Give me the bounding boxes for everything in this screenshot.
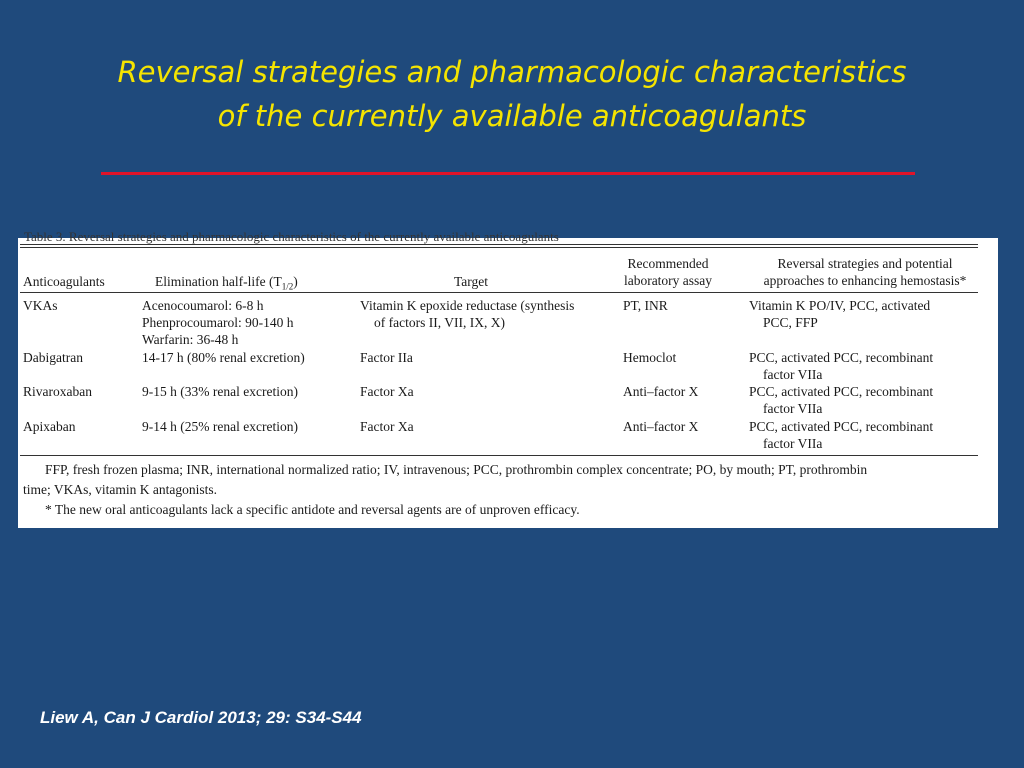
table-caption-clipped: Table 3. Reversal strategies and pharmacologic characteristics of the currently available anticoagulants — [24, 229, 559, 244]
row-rivaroxaban-target: Factor Xa — [360, 384, 414, 399]
footnote-abbreviations-cont: time; VKAs, vitamin K antagonists. — [23, 482, 217, 497]
header-target: Target — [454, 274, 489, 289]
row-apixaban-drug: Apixaban — [23, 419, 76, 434]
title-underline — [101, 172, 915, 175]
table-image-panel — [18, 229, 998, 528]
row-dabigatran-assay: Hemoclot — [623, 350, 677, 365]
row-rivaroxaban-reversal: PCC, activated PCC, recombinant factor VIIa — [749, 384, 934, 416]
row-vkas-drug: VKAs — [23, 298, 58, 313]
row-apixaban-half-life: 9-14 h (25% renal excretion) — [142, 419, 298, 434]
row-rivaroxaban-drug: Rivaroxaban — [23, 384, 92, 399]
row-vkas-reversal: Vitamin K PO/IV, PCC, activated PCC, FFP — [749, 298, 931, 330]
footnote-abbreviations: FFP, fresh frozen plasma; INR, international normalized ratio; IV, intravenous; PCC, prothrombin complex concentrate; PO, by mouth; PT, prothrombin — [45, 462, 868, 477]
header-half-life-subscript: 1/2 — [281, 281, 294, 292]
row-vkas-half-life: Acenocoumarol: 6-8 h Phenprocoumarol: 90-140 h Warfarin: 36-48 h — [142, 298, 294, 347]
header-rule — [20, 292, 978, 293]
row-dabigatran-reversal: PCC, activated PCC, recombinant factor VIIa — [749, 350, 934, 382]
slide-title-line-1: Reversal strategies and pharmacologic characteristics — [117, 55, 907, 89]
row-dabigatran-half-life: 14-17 h (80% renal excretion) — [142, 350, 305, 365]
table-top-rule — [20, 244, 978, 248]
header-reversal: Reversal strategies and potential approaches to enhancing hemostasis* — [763, 256, 967, 288]
slide-title — [40, 50, 984, 138]
row-apixaban-assay: Anti–factor X — [623, 419, 699, 434]
row-rivaroxaban-half-life: 9-15 h (33% renal excretion) — [142, 384, 298, 399]
row-dabigatran-drug: Dabigatran — [23, 350, 83, 365]
row-apixaban-reversal: PCC, activated PCC, recombinant factor VIIa — [749, 419, 934, 451]
header-assay: Recommended laboratory assay — [623, 256, 713, 288]
source-citation: Liew A, Can J Cardiol 2013; 29: S34-S44 — [40, 708, 362, 727]
row-vkas-target: Vitamin K epoxide reductase (synthesis of factors II, VII, IX, X) — [360, 298, 575, 330]
row-dabigatran-target: Factor IIa — [360, 350, 413, 365]
row-vkas-assay: PT, INR — [623, 298, 668, 313]
table-footnotes — [23, 460, 983, 520]
header-anticoagulants: Anticoagulants — [23, 274, 105, 289]
header-half-life: Elimination half-life $(T_{1/2})$ — [155, 274, 298, 292]
row-apixaban-target: Factor Xa — [360, 419, 414, 434]
slide-title-line-2: of the currently available anticoagulants — [217, 99, 807, 133]
footnote-asterisk: * The new oral anticoagulants lack a specific antidote and reversal agents are of unproven efficacy. — [45, 502, 580, 517]
footer-rule — [20, 455, 978, 456]
row-rivaroxaban-assay: Anti–factor X — [623, 384, 699, 399]
